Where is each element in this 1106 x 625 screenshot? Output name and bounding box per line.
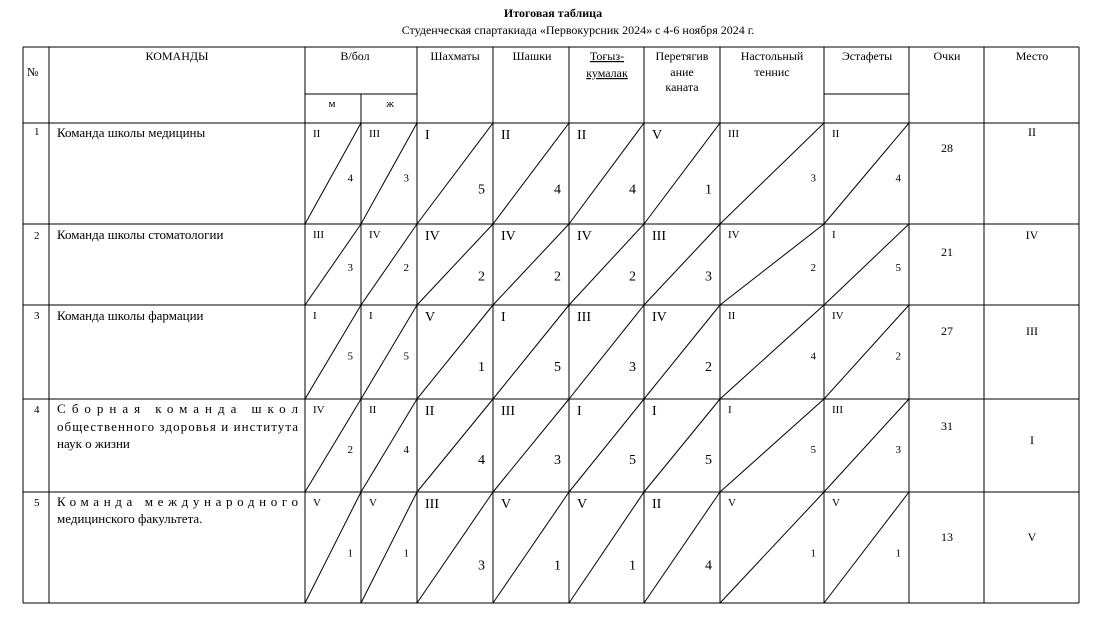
discipline-points: 4 [478, 453, 485, 469]
discipline-points: 5 [810, 443, 816, 456]
discipline-place: II [425, 404, 435, 419]
team-name-line: Команда школы медицины [57, 125, 206, 140]
discipline-place: II [652, 497, 662, 512]
team-total-points: 21 [941, 245, 953, 259]
discipline-points: 2 [403, 261, 409, 274]
discipline-place: I [577, 404, 582, 419]
discipline-points: 5 [478, 182, 485, 198]
discipline-points: 5 [895, 261, 901, 274]
discipline-place: II [501, 128, 511, 143]
discipline-place: IV [652, 310, 667, 325]
discipline-points: 5 [629, 453, 636, 469]
discipline-place: I [728, 404, 732, 416]
discipline-points: 3 [629, 359, 636, 375]
team-total-points: 28 [941, 141, 953, 155]
row-number: 4 [34, 404, 40, 416]
team-final-place: III [1026, 324, 1038, 338]
discipline-points: 5 [347, 350, 353, 363]
discipline-place: III [832, 404, 843, 416]
discipline-place: II [728, 310, 736, 322]
discipline-points: 2 [347, 443, 353, 456]
header-tug-line2: ание [670, 65, 694, 79]
team-total-points: 27 [941, 324, 953, 338]
discipline-place: V [501, 497, 512, 512]
discipline-place: IV [425, 229, 440, 244]
discipline-points: 1 [629, 558, 636, 574]
team-name-line: Сборная команда школ [57, 401, 298, 416]
discipline-points: 2 [629, 269, 636, 285]
header-teams: КОМАНДЫ [145, 49, 209, 63]
discipline-place: II [369, 404, 377, 416]
team-name-line: Команда международного [57, 494, 298, 509]
discipline-place: II [313, 128, 321, 140]
team-total-points: 31 [941, 419, 953, 433]
discipline-points: 1 [554, 558, 561, 574]
header-volleyball: В/бол [340, 49, 370, 63]
row-number: 3 [34, 310, 40, 322]
discipline-points: 1 [705, 182, 712, 198]
header-togyz-line2: кумалак [586, 66, 628, 80]
discipline-points: 4 [705, 558, 712, 574]
discipline-points: 3 [478, 558, 485, 574]
team-name-line: медицинского факультета. [57, 511, 203, 526]
discipline-place: III [577, 310, 591, 325]
discipline-place: I [313, 310, 317, 322]
discipline-points: 4 [810, 350, 816, 363]
discipline-place: II [577, 128, 587, 143]
discipline-points: 3 [554, 453, 561, 469]
header-tennis-line2: теннис [754, 65, 790, 79]
discipline-place: I [501, 310, 506, 325]
discipline-place: I [832, 229, 836, 241]
discipline-points: 2 [705, 359, 712, 375]
header-togyz-line1: Тоғыз- [589, 49, 625, 63]
team-final-place: IV [1025, 228, 1039, 242]
document-subtitle: Студенческая спартакиада «Первокурсник 2024» с 4-6 ноября 2024 г. [401, 23, 755, 37]
discipline-place: III [369, 128, 380, 140]
discipline-points: 4 [895, 172, 901, 185]
discipline-points: 5 [403, 350, 409, 363]
header-relay: Эстафеты [841, 49, 893, 63]
discipline-points: 3 [403, 172, 409, 185]
discipline-place: I [425, 128, 430, 143]
discipline-place: IV [501, 229, 516, 244]
discipline-points: 4 [347, 172, 353, 185]
discipline-points: 1 [810, 547, 816, 560]
discipline-points: 2 [895, 350, 901, 363]
discipline-place: V [728, 497, 736, 509]
team-name-line: общественного здоровья и института [57, 419, 298, 434]
row-number: 2 [34, 230, 40, 242]
discipline-place: I [369, 310, 373, 322]
discipline-place: IV [728, 229, 740, 241]
discipline-points: 5 [554, 359, 561, 375]
score-cell-diagonal [720, 399, 824, 492]
discipline-place: III [501, 404, 515, 419]
discipline-points: 2 [554, 269, 561, 285]
team-total-points: 13 [941, 530, 953, 544]
discipline-points: 3 [810, 172, 816, 185]
discipline-points: 4 [554, 182, 561, 198]
discipline-points: 1 [895, 547, 901, 560]
team-name-line: наук о жизни [57, 436, 130, 451]
header-checkers: Шашки [512, 49, 552, 63]
row-number: 1 [34, 126, 40, 138]
discipline-points: 2 [478, 269, 485, 285]
team-final-place: I [1030, 433, 1034, 447]
discipline-place: III [652, 229, 666, 244]
team-name-line: Команда школы фармации [57, 308, 204, 323]
header-num: № [27, 65, 39, 79]
discipline-place: V [369, 497, 377, 509]
row-number: 5 [34, 497, 40, 509]
header-tug-line1: Перетягив [655, 49, 709, 63]
discipline-place: V [425, 310, 436, 325]
header-place: Место [1015, 49, 1049, 63]
discipline-points: 2 [810, 261, 816, 274]
header-volleyball-m: м [328, 98, 336, 110]
discipline-place: III [313, 229, 324, 241]
discipline-points: 3 [705, 269, 712, 285]
header-chess: Шахматы [430, 49, 480, 63]
discipline-points: 1 [403, 547, 409, 560]
header-volleyball-f: ж [386, 98, 394, 110]
discipline-place: III [425, 497, 439, 512]
score-cell-diagonal [720, 305, 824, 399]
discipline-place: IV [832, 310, 844, 322]
discipline-place: V [577, 497, 588, 512]
discipline-place: I [652, 404, 657, 419]
discipline-place: V [652, 128, 663, 143]
discipline-points: 1 [347, 547, 353, 560]
discipline-points: 3 [895, 443, 901, 456]
header-tug-line3: каната [665, 80, 699, 94]
discipline-place: V [313, 497, 321, 509]
document-title: Итоговая таблица [503, 6, 603, 20]
team-name-line: Команда школы стоматологии [57, 227, 224, 242]
discipline-place: II [832, 128, 840, 140]
header-points: Очки [933, 49, 961, 63]
header-tennis-line1: Настольный [740, 49, 804, 63]
discipline-place: III [728, 128, 739, 140]
discipline-place: V [832, 497, 840, 509]
team-final-place: II [1028, 125, 1036, 139]
discipline-points: 3 [347, 261, 353, 274]
discipline-points: 5 [705, 453, 712, 469]
discipline-place: IV [313, 404, 325, 416]
discipline-place: IV [369, 229, 381, 241]
team-final-place: V [1027, 530, 1037, 544]
discipline-points: 4 [403, 443, 409, 456]
discipline-points: 1 [478, 359, 485, 375]
discipline-points: 4 [629, 182, 636, 198]
discipline-place: IV [577, 229, 592, 244]
